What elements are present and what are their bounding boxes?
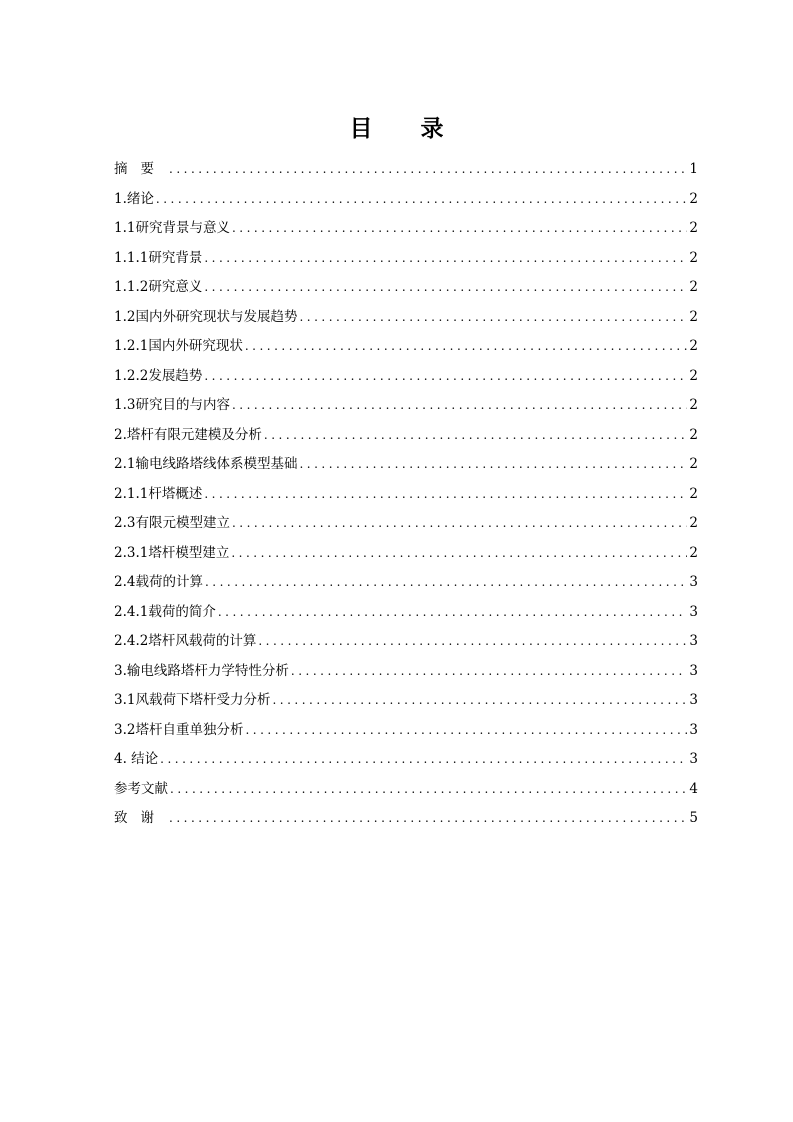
toc-entry[interactable] xyxy=(114,686,698,716)
toc-entry-acknowledgements[interactable] xyxy=(114,804,698,834)
toc-entry[interactable] xyxy=(114,303,698,333)
toc-entry-label: 3.2塔杆自重单独分析 xyxy=(114,721,244,738)
toc-dot-leader xyxy=(272,686,687,716)
toc-dot-leader xyxy=(264,421,688,451)
toc-dot-leader xyxy=(218,598,688,628)
toc-dot-leader xyxy=(204,273,687,303)
toc-entry-label: 摘要 xyxy=(114,161,167,177)
toc-entry-label: 1.绪论 xyxy=(114,190,154,207)
table-of-contents xyxy=(114,155,698,834)
toc-entry[interactable] xyxy=(114,450,698,480)
toc-entry-label: 2.塔杆有限元建模及分析 xyxy=(114,426,262,443)
toc-entry-label: 1.1研究背景与意义 xyxy=(114,220,230,236)
toc-page-number: 3 xyxy=(689,662,698,679)
toc-page-number: 2 xyxy=(689,190,698,207)
toc-page-number: 1 xyxy=(689,161,698,177)
toc-entry-label: 参考文献 xyxy=(114,780,168,797)
toc-dot-leader xyxy=(156,185,688,215)
toc-entry[interactable] xyxy=(114,480,698,510)
toc-entry[interactable] xyxy=(114,362,698,392)
toc-page-number: 2 xyxy=(689,426,698,443)
toc-page-number: 2 xyxy=(689,515,698,531)
toc-page-number: 2 xyxy=(689,220,698,236)
toc-dot-leader xyxy=(204,244,687,274)
toc-entry[interactable] xyxy=(114,598,698,628)
toc-entry-label: 2.4载荷的计算 xyxy=(114,574,203,590)
toc-entry[interactable] xyxy=(114,657,698,687)
toc-entry-label: 1.2.2发展趋势 xyxy=(114,367,203,384)
toc-entry-label: 2.4.1载荷的简介 xyxy=(114,603,216,620)
toc-page-number: 2 xyxy=(689,544,698,561)
toc-entry-label: 4. 结论 xyxy=(114,751,159,767)
toc-page-number: 2 xyxy=(689,485,698,502)
toc-page-number: 3 xyxy=(689,721,698,738)
toc-entry[interactable] xyxy=(114,627,698,657)
toc-entry-label: 1.2.1国内外研究现状 xyxy=(114,338,243,354)
toc-dot-leader xyxy=(204,480,687,510)
toc-entry-label: 2.4.2塔杆风载荷的计算 xyxy=(114,633,257,649)
toc-page-number: 3 xyxy=(689,574,698,590)
toc-entry[interactable] xyxy=(114,214,698,244)
toc-entry-label: 1.3研究目的与内容 xyxy=(114,397,230,413)
toc-dot-leader xyxy=(299,303,687,333)
toc-entry-label: 2.3有限元模型建立 xyxy=(114,515,230,531)
toc-entry-label: 1.1.1研究背景 xyxy=(114,249,203,266)
toc-page-number: 2 xyxy=(689,397,698,413)
toc-page-number: 4 xyxy=(689,780,698,797)
toc-dot-leader xyxy=(169,804,687,834)
toc-dot-leader xyxy=(205,568,687,598)
toc-entry[interactable] xyxy=(114,745,698,775)
toc-dot-leader xyxy=(231,539,687,569)
toc-page-number: 3 xyxy=(689,751,698,767)
toc-dot-leader xyxy=(204,362,687,392)
toc-entry[interactable] xyxy=(114,421,698,451)
toc-entry[interactable] xyxy=(114,568,698,598)
toc-dot-leader xyxy=(291,657,688,687)
toc-entry[interactable] xyxy=(114,244,698,274)
page-title: 目 录 xyxy=(349,116,464,142)
toc-dot-leader xyxy=(258,627,687,657)
toc-page-number: 3 xyxy=(689,633,698,649)
toc-page-number: 2 xyxy=(689,367,698,384)
toc-page-number: 3 xyxy=(689,692,698,708)
toc-entry-label: 2.1输电线路塔线体系模型基础 xyxy=(114,456,298,472)
toc-page-number: 3 xyxy=(689,603,698,620)
toc-entry-label: 1.2国内外研究现状与发展趋势 xyxy=(114,308,298,325)
toc-entry[interactable] xyxy=(114,509,698,539)
toc-page-number: 2 xyxy=(689,279,698,295)
toc-page-number: 2 xyxy=(689,456,698,472)
toc-page-number: 5 xyxy=(689,810,698,826)
toc-dot-leader xyxy=(299,450,687,480)
toc-entry-label: 1.1.2研究意义 xyxy=(114,279,203,295)
toc-dot-leader xyxy=(169,155,687,185)
toc-entry-label: 致谢 xyxy=(114,810,167,826)
toc-dot-leader xyxy=(232,509,687,539)
toc-page-number: 2 xyxy=(689,249,698,266)
toc-entry[interactable] xyxy=(114,775,698,805)
toc-dot-leader xyxy=(245,332,688,362)
toc-page-number: 2 xyxy=(689,338,698,354)
toc-entry[interactable] xyxy=(114,539,698,569)
toc-entry-abstract[interactable] xyxy=(114,155,698,185)
toc-entry[interactable] xyxy=(114,273,698,303)
toc-dot-leader xyxy=(170,775,687,805)
toc-entry-label: 2.1.1杆塔概述 xyxy=(114,485,203,502)
toc-entry[interactable] xyxy=(114,391,698,421)
toc-entry[interactable] xyxy=(114,185,698,215)
toc-entry[interactable] xyxy=(114,716,698,746)
toc-entry[interactable] xyxy=(114,332,698,362)
toc-entry-label: 2.3.1塔杆模型建立 xyxy=(114,544,230,561)
toc-entry-label: 3.输电线路塔杆力学特性分析 xyxy=(114,662,289,679)
toc-dot-leader xyxy=(232,214,687,244)
toc-dot-leader xyxy=(245,716,687,746)
toc-entry-label: 3.1风载荷下塔杆受力分析 xyxy=(114,692,271,708)
toc-dot-leader xyxy=(160,745,687,775)
toc-dot-leader xyxy=(232,391,687,421)
toc-page-number: 2 xyxy=(689,308,698,325)
